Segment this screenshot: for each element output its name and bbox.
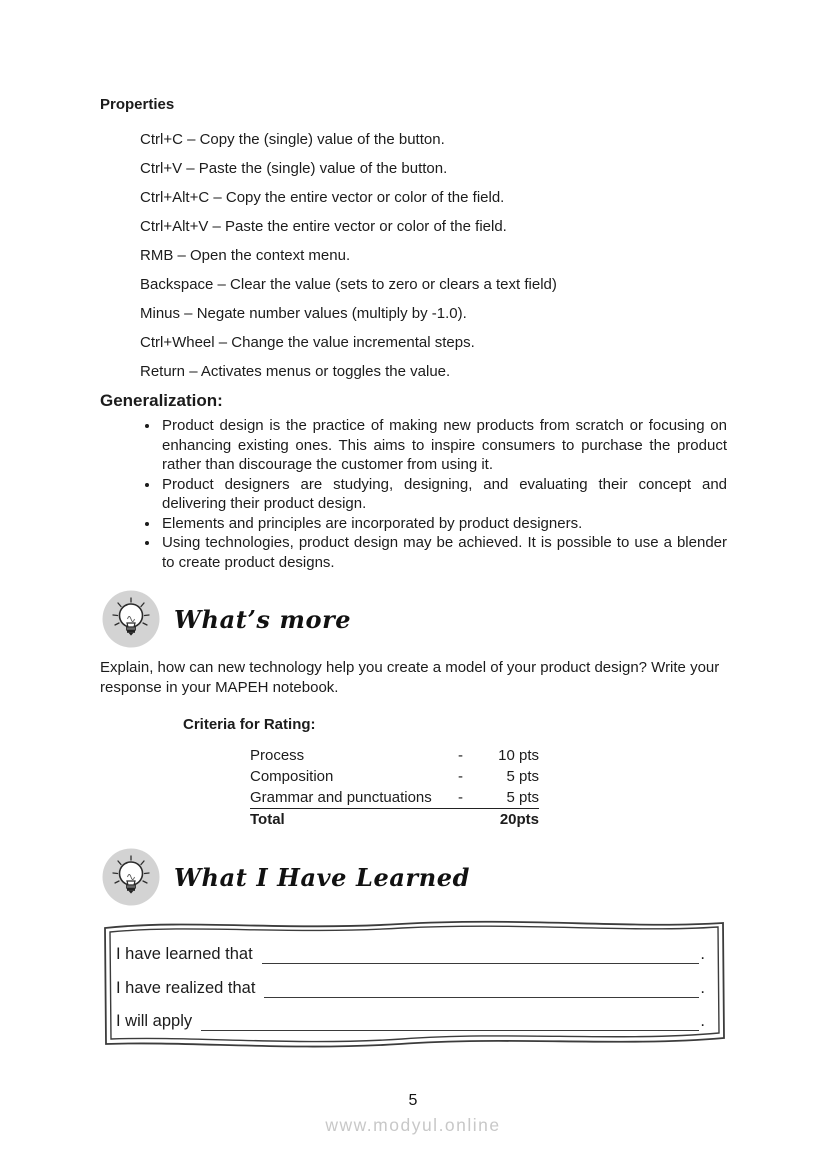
reflection-prompt bbox=[116, 978, 705, 998]
page-number: 5 bbox=[408, 1092, 418, 1109]
shortcut-item: Ctrl+Wheel – Change the value incremental steps. bbox=[140, 334, 475, 351]
criteria-dash: - bbox=[458, 789, 463, 806]
criteria-label: Total bbox=[250, 811, 285, 828]
what-i-have-learned-header bbox=[102, 848, 727, 906]
criteria-points: 20pts bbox=[499, 811, 539, 828]
criteria-dash: - bbox=[458, 747, 463, 764]
website-watermark: www.modyul.online bbox=[325, 1115, 501, 1135]
lightbulb-icon bbox=[102, 590, 160, 648]
criteria-label: Grammar and punctuations bbox=[250, 789, 432, 806]
what-i-have-learned-title: What I Have Learned bbox=[174, 862, 471, 892]
generalization-heading: Generalization: bbox=[100, 391, 223, 410]
criteria-heading: Criteria for Rating: bbox=[183, 716, 316, 733]
criteria-row bbox=[250, 745, 539, 766]
fill-in-blank bbox=[264, 984, 699, 998]
shortcut-item: Ctrl+V – Paste the (single) value of the button. bbox=[140, 160, 448, 177]
criteria-dash bbox=[458, 809, 474, 830]
criteria-points: 10 pts bbox=[498, 747, 539, 764]
prompt-period: . bbox=[700, 978, 705, 997]
generalization-bullet: • Using technologies, product design may be achieved. It is possible to use a blender to create product designs. bbox=[160, 533, 727, 572]
prompt-label: I have learned that bbox=[116, 945, 253, 963]
generalization-bullet: • Product designers are studying, designing, and evaluating their concept and delivering their product design. bbox=[160, 475, 727, 514]
shortcut-item: Minus – Negate number values (multiply by -1.0). bbox=[140, 305, 467, 322]
whats-more-intro: Explain, how can new technology help you create a model of your product design? Write your response in your MAPEH notebook. bbox=[100, 659, 720, 696]
shortcut-item: RMB – Open the context menu. bbox=[140, 247, 351, 264]
fill-in-blank bbox=[262, 950, 700, 964]
prompt-period: . bbox=[700, 945, 705, 963]
criteria-total-row bbox=[250, 809, 539, 830]
page-footer bbox=[0, 1092, 826, 1136]
criteria-row bbox=[250, 787, 539, 809]
generalization-bullet: • Product design is the practice of making new products from scratch or focusing on enhancing existing ones. This aims to inspire consumers to purchase the product rather than discourage the customer from using it. bbox=[160, 416, 727, 475]
shortcut-item: Return – Activates menus or toggles the value. bbox=[140, 363, 451, 380]
shortcut-item: Ctrl+Alt+C – Copy the entire vector or color of the field. bbox=[140, 189, 505, 206]
whats-more-header bbox=[102, 590, 727, 648]
generalization-list bbox=[100, 416, 727, 572]
generalization-bullet: • Elements and principles are incorporated by product designers. bbox=[160, 514, 727, 534]
shortcut-item: Ctrl+Alt+V – Paste the entire vector or color of the field. bbox=[140, 218, 507, 235]
criteria-row bbox=[250, 766, 539, 787]
fill-in-blank bbox=[201, 1017, 699, 1031]
prompt-label: I will apply bbox=[116, 1012, 193, 1030]
criteria-dash: - bbox=[458, 768, 463, 785]
shortcut-item: Backspace – Clear the value (sets to zero or clears a text field) bbox=[140, 276, 557, 293]
criteria-points: 5 pts bbox=[506, 789, 539, 806]
properties-heading: Properties bbox=[100, 96, 175, 113]
shortcut-item: Ctrl+C – Copy the (single) value of the button. bbox=[140, 131, 445, 148]
prompt-period: . bbox=[700, 1012, 705, 1030]
reflection-box bbox=[100, 916, 729, 1052]
criteria-points: 5 pts bbox=[506, 768, 539, 785]
whats-more-title: What’s more bbox=[174, 604, 352, 634]
prompt-label: I have realized that bbox=[116, 978, 256, 997]
criteria-table bbox=[250, 745, 539, 830]
lightbulb-icon bbox=[102, 848, 160, 906]
reflection-prompt bbox=[116, 1011, 705, 1031]
shortcut-list bbox=[100, 130, 727, 381]
criteria-label: Composition bbox=[250, 768, 334, 785]
criteria-label: Process bbox=[250, 747, 305, 764]
reflection-prompt bbox=[116, 944, 705, 964]
